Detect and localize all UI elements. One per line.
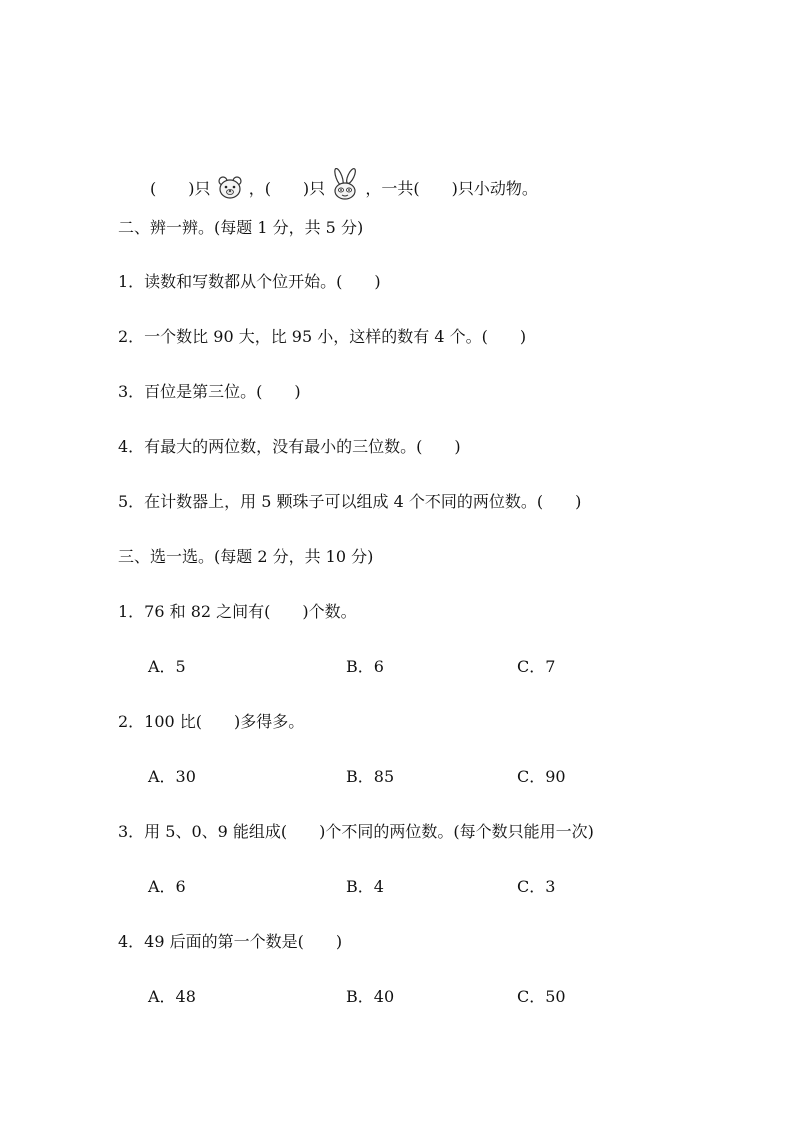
- q3-option-c: C．3: [517, 877, 556, 896]
- section2-item-4: 4．有最大的两位数，没有最小的三位数。( ): [118, 437, 461, 456]
- rabbit-icon: [330, 168, 360, 209]
- section3-question-3: 3．用 5、0、9 能组成( )个不同的两位数。(每个数只能用一次): [118, 822, 594, 841]
- q2-option-c: C．90: [517, 767, 566, 786]
- section2-item-5: 5．在计数器上，用 5 颗珠子可以组成 4 个不同的两位数。( ): [118, 492, 582, 511]
- q1-option-a: A．5: [148, 657, 186, 676]
- q4-option-a: A．48: [148, 987, 196, 1006]
- section2-title: 二、辨一辨。(每题 1 分，共 5 分): [118, 218, 364, 237]
- section3-question-2: 2．100 比( )多得多。: [118, 712, 305, 731]
- q3-option-b: B．4: [346, 877, 384, 896]
- q1-option-b: B．6: [346, 657, 384, 676]
- section2-item-3: 3．百位是第三位。( ): [118, 382, 301, 401]
- q3-option-a: A．6: [148, 877, 186, 896]
- section3-title: 三、选一选。(每题 2 分，共 10 分): [118, 547, 374, 566]
- animals-part3: ，一共( )只小动物。: [365, 179, 538, 198]
- section3-question-1: 1．76 和 82 之间有( )个数。: [118, 602, 357, 621]
- q2-option-b: B．85: [346, 767, 395, 786]
- bear-icon: [216, 176, 244, 207]
- animals-part1: ( )只: [150, 179, 211, 198]
- q2-option-a: A．30: [148, 767, 196, 786]
- q1-option-c: C．7: [517, 657, 556, 676]
- section2-item-2: 2．一个数比 90 大，比 95 小，这样的数有 4 个。( ): [118, 327, 527, 346]
- section3-question-4: 4．49 后面的第一个数是( ): [118, 932, 343, 951]
- q4-option-b: B．40: [346, 987, 395, 1006]
- section2-item-1: 1．读数和写数都从个位开始。( ): [118, 272, 381, 291]
- q4-option-c: C．50: [517, 987, 566, 1006]
- animals-part2: ，( )只: [248, 179, 326, 198]
- animals-question: [150, 168, 538, 209]
